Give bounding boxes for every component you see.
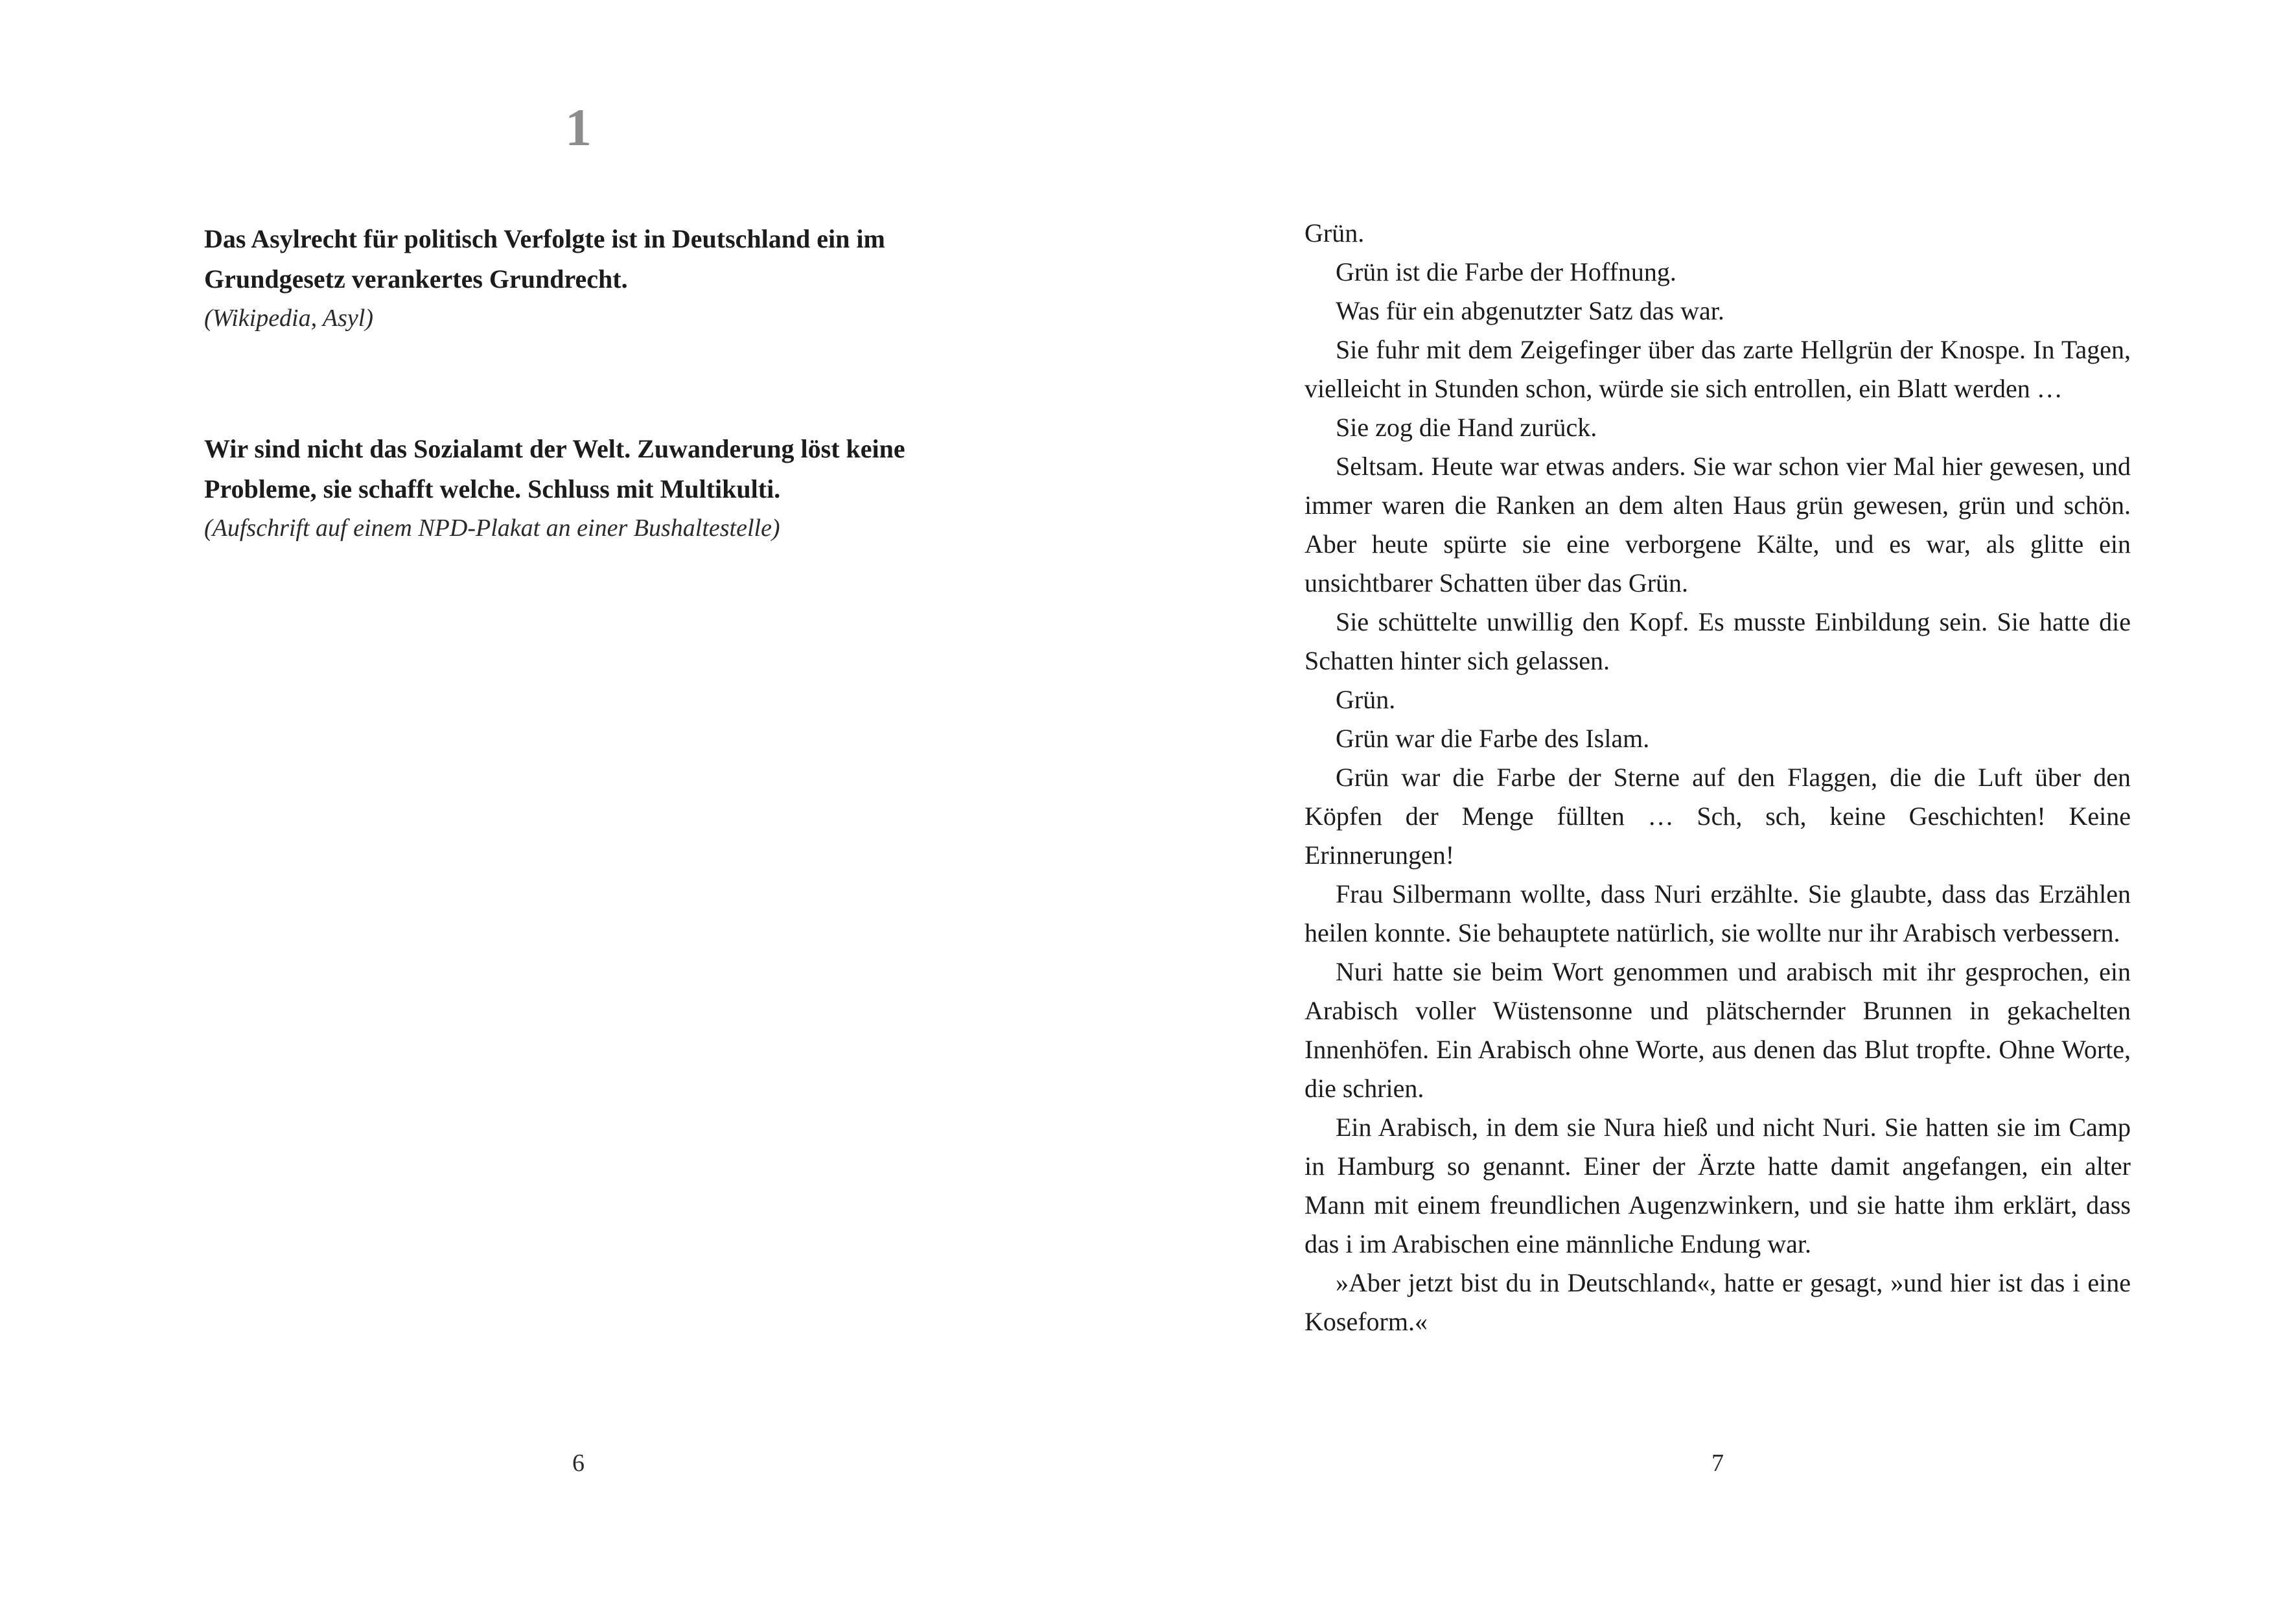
body-paragraph: Grün war die Farbe des Islam. [1336,724,1650,753]
epigraph [204,219,953,337]
page-right [1305,0,2131,1607]
body-paragraph: Was für ein abgenutzter Satz das war. [1336,296,1724,325]
epigraph [204,429,953,547]
body-paragraph: Frau Silbermann wollte, dass Nuri erzählte. Sie glaubte, dass das Erzählen heilen konnte. Sie behauptete natürlich, sie wollte nur ihr Arabisch verbessern. [1305,879,2131,947]
body-paragraph: Grün ist die Farbe der Hoffnung. [1336,257,1676,286]
epigraph-attribution: (Aufschrift auf einem NPD-Plakat an einer Bushaltestelle) [204,514,780,542]
body-paragraph: »Aber jetzt bist du in Deutschland«, hatte er gesagt, »und hier ist das i eine Koseform.« [1305,1268,2131,1336]
body-paragraph: Sie fuhr mit dem Zeigefinger über das zarte Hellgrün der Knospe. In Tagen, vielleicht in Stunden schon, würde sie sich entrollen, ein Blatt werden … [1305,335,2131,403]
epigraph-attribution: (Wikipedia, Asyl) [204,305,374,332]
epigraph-text: Das Asylrecht für politisch Verfolgte ist in Deutschland ein im Grundgesetz verankertes Grundrecht. [204,224,885,294]
page-number-left: 6 [572,1450,585,1477]
body-paragraph: Ein Arabisch, in dem sie Nura hieß und nicht Nuri. Sie hatten sie im Camp in Hamburg so genannt. Einer der Ärzte hatte damit angefangen, ein alter Mann mit einem freundlichen Augenzwinkern, und sie hatte ihm erklärt, dass das i im Arabischen eine männliche Endung war. [1305,1113,2131,1258]
body-paragraph: Grün. [1305,218,1365,248]
body-paragraph: Sie schüttelte unwillig den Kopf. Es musste Einbildung sein. Sie hatte die Schatten hinter sich gelassen. [1305,607,2131,675]
epigraph-text: Wir sind nicht das Sozialamt der Welt. Zuwanderung löst keine Probleme, sie schafft welche. Schluss mit Multikulti. [204,434,905,503]
body-paragraph: Grün. [1336,685,1396,714]
body-paragraph: Seltsam. Heute war etwas anders. Sie war schon vier Mal hier gewesen, und immer waren die Ranken an dem alten Haus grün gewesen, grün und schön. Aber heute spürte sie eine verborgene Kälte, und es war, als glitte ein unsichtbarer Schatten über das Grün. [1305,452,2131,597]
body-paragraph: Sie zog die Hand zurück. [1336,413,1597,442]
body-text [1305,214,2131,1341]
epigraph-block [204,219,953,639]
body-paragraph: Nuri hatte sie beim Wort genommen und arabisch mit ihr gesprochen, ein Arabisch voller Wüstensonne und plätschernder Brunnen in gekachelten Innenhöfen. Ein Arabisch ohne Worte, aus denen das Blut tropfte. Ohne Worte, die schrien. [1305,957,2131,1103]
page-number-right: 7 [1711,1450,1724,1477]
page-left [204,0,953,1607]
body-paragraph: Grün war die Farbe der Sterne auf den Flaggen, die die Luft über den Köpfen der Menge füllten … Sch, sch, keine Geschichten! Keine Erinnerungen! [1305,763,2131,870]
chapter-number: 1 [565,98,592,157]
